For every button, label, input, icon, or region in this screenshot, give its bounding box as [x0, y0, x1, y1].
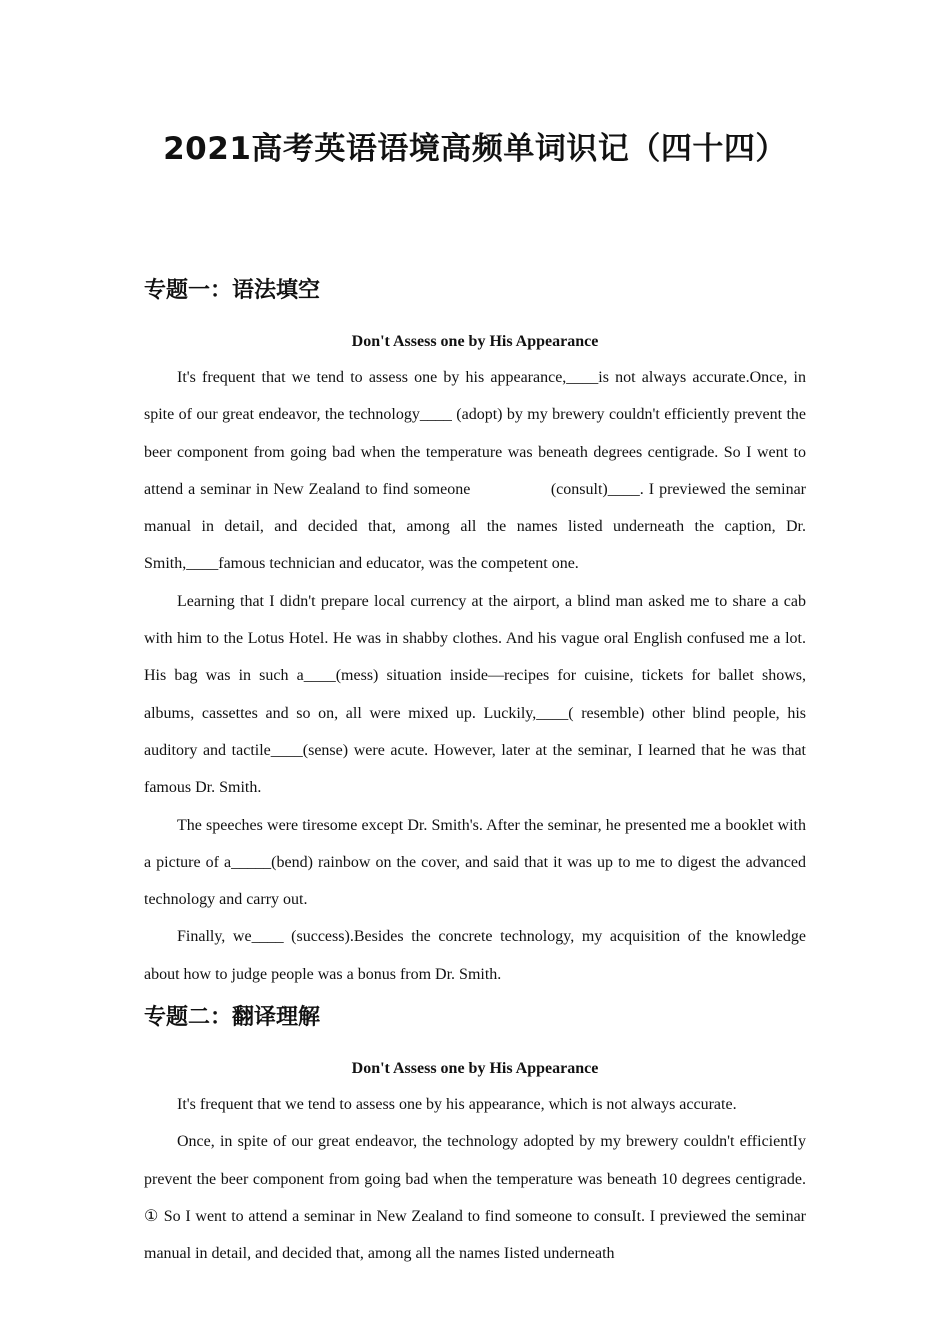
article-title: Don't Assess one by His Appearance — [351, 333, 599, 350]
section-heading-grammar: 专题一：语法填空 — [144, 278, 321, 303]
paragraph: The speeches were tiresome except Dr. Smith's. After the seminar, he presented me a booklet with a picture of a_____(bend) rainbow on the cover, and said that it was up to me to digest the advanced technology and carry out. — [144, 816, 806, 909]
paragraph: Learning that I didn't prepare local currency at the airport, a blind man asked me to share a cab with him to the Lotus Hotel. He was in shabby clothes. And his vague oral English confused me a lot. His bag was in such a____(mess) situation inside—recipes for cuisine, tickets for ballet shows, albums, cassettes and so on, all were mixed up. Luckily,____( resemble) other blind people, his auditory and tactile____(sense) were acute. However, later at the seminar, I learned that he was that famous Dr. Smith. — [144, 592, 806, 797]
document-content — [144, 126, 806, 1273]
document-title: 2021高考英语语境高频单词识记（四十四） — [163, 131, 787, 167]
paragraph: It's frequent that we tend to assess one by his appearance,____is not always accurate.Once, in spite of our great endeavor, the technology____ (adopt) by my brewery couldn't efficiently prevent the beer component from going bad when the temperature was beneath degrees centigrade. So I went to attend a seminar in New Zealand to find someone (consult)____. I previewed the seminar manual in detail, and decided that, among all the names listed underneath the caption, Dr. Smith,____famous technician and educator, was the competent one. — [144, 369, 806, 573]
section-heading-translation: 专题二：翻译理解 — [144, 1005, 321, 1031]
paragraph: Finally, we____ (success).Besides the concrete technology, my acquisition of the knowledge about how to judge people was a bonus from Dr. Smith. — [144, 928, 806, 983]
paragraph: It's frequent that we tend to assess one by his appearance, which is not always accurate. — [177, 1096, 737, 1114]
paragraph: Once, in spite of our great endeavor, the technology adopted by my brewery couldn't efficientIy prevent the beer component from going bad when the temperature was beneath 10 degrees centigrade. ① So I went to attend a seminar in New Zealand to find someone to consuIt. I previewed the seminar manual in detail, and decided that, among all the names Iisted underneath — [144, 1133, 806, 1263]
article-title: Don't Assess one by His Appearance — [351, 1060, 599, 1078]
